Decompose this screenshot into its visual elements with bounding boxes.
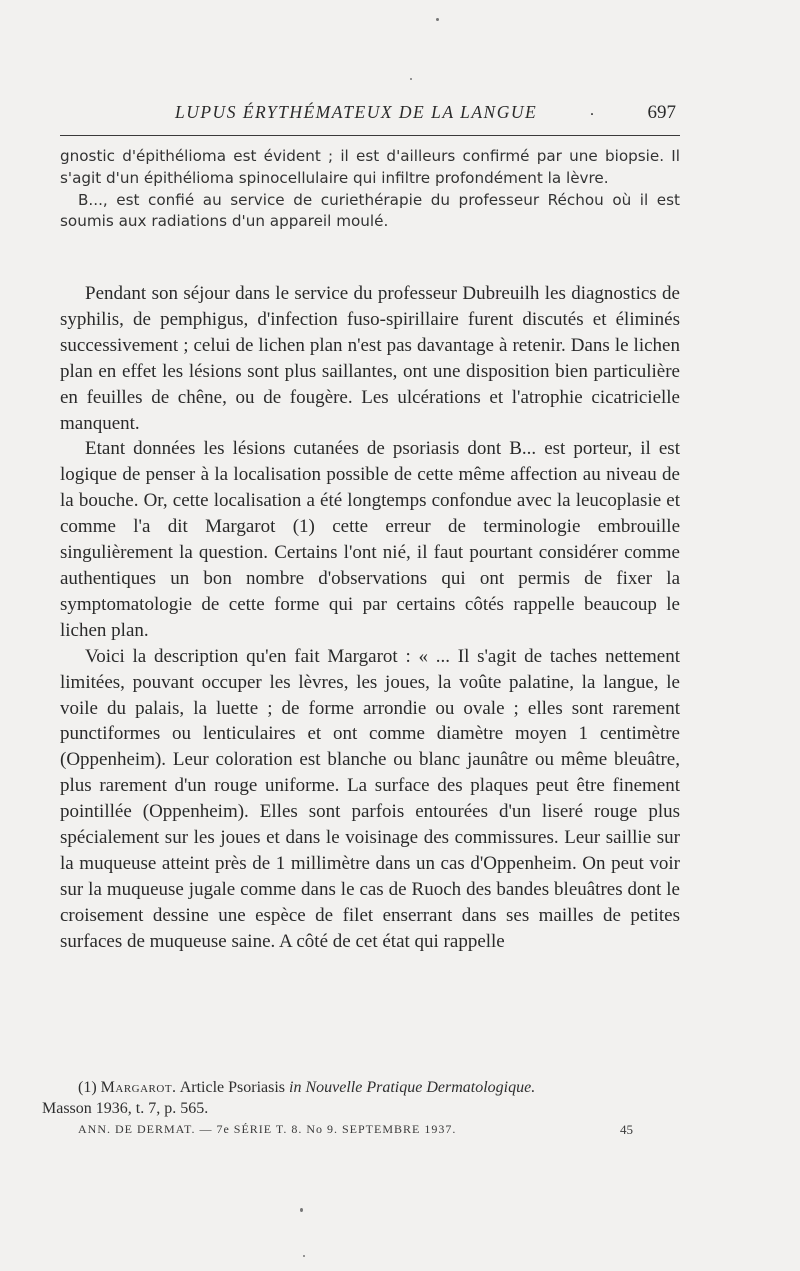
body-paragraph: Pendant son séjour dans le service du professeur Dubreuilh les diagnostics de syphilis, de pemphigus, d'infection fuso-spirillaire furent discutés et éliminés successivement ; celui de lichen plan n'est pas davantage à retenir. Dans le lichen plan en effet les lésions sont plus saillantes, ont une disposition bien particulière en feuilles de chêne, ou de fougère. Les ulcérations et l'atrophie cicatricielle manquent. (60, 283, 680, 434)
main-text (60, 281, 680, 955)
signature-mark: 45 (620, 1122, 633, 1137)
footnote-text-after: Masson 1936, t. 7, p. 565. (42, 1100, 209, 1117)
footnote-text-before: Article Psoriasis (179, 1079, 286, 1096)
body-paragraph: Etant données les lésions cutanées de psoriasis dont B... est porteur, il est logique de penser à la localisation possible de cette même affection au niveau de la bouche. Or, cette localisation a été longtemps confondue avec la leucoplasie et comme l'a dit Margarot (1) cette erreur de terminologie embrouille singulièrement la question. Certains l'ont nié, il faut pourtant considérer comme authentiques un bon nombre d'observations qui ont permis de fixer la symptomatologie de cette forme qui par certains côtés rappelle beaucoup le lichen plan. (60, 438, 680, 641)
footnote-marker: (1) (78, 1079, 97, 1096)
header-rule (60, 135, 680, 136)
intro-paragraph: B..., est confié au service de curiethérapie du professeur Réchou où il est soumis aux radiations d'un appareil moulé. (60, 190, 680, 231)
journal-footer: ANN. DE DERMAT. — 7e SÉRIE T. 8. No 9. SEPTEMBRE 1937. (78, 1122, 457, 1136)
page-number: 697 (647, 102, 676, 123)
header-separator: . (590, 102, 594, 119)
case-report-continuation (60, 146, 680, 233)
footnote (42, 1077, 680, 1119)
body-paragraph: Voici la description qu'en fait Margarot : « ... Il s'agit de taches nettement limitées, pouvant occuper les lèvres, les joues, la voûte palatine, la langue, le voile du palais, la luette ; de forme arrondie ou ovale ; elles sont rarement punctiformes ou lenticulaires et ont comme diamètre moyen 1 centimètre (Oppenheim). Leur coloration est blanche ou blanc jaunâtre ou même bleuâtre, plus rarement d'un rouge uniforme. La surface des plaques peut être finement pointillée (Oppenheim). Elles sont parfois entourées d'un liseré rouge plus spécialement sur les joues et dans le voisinage des commissures. Leur saillie sur la muqueuse atteint près de 1 millimètre dans un cas d'Oppenheim. On peut voir sur la muqueuse jugale comme dans le cas de Ruoch des bandes bleuâtres dont le croisement dessine une espèce de filet enserrant dans ses mailles de petites surfaces de muqueuse saine. A côté de cet état qui rappelle (60, 645, 680, 952)
footnote-text (42, 1077, 680, 1119)
footnote-author: Margarot. (100, 1079, 177, 1096)
paper-speck (300, 1208, 303, 1212)
paper-speck (410, 78, 412, 80)
paper-speck (436, 18, 439, 21)
footnote-journal: in Nouvelle Pratique Dermatologique. (289, 1079, 536, 1096)
paper-speck (303, 1255, 305, 1257)
intro-paragraph: gnostic d'épithélioma est évident ; il est d'ailleurs confirmé par une biopsie. Il s'agit d'un épithélioma spinocellulaire qui infiltre profondément la lèvre. (60, 147, 680, 187)
page-header (60, 98, 680, 128)
running-title: LUPUS ÉRYTHÉMATEUX DE LA LANGUE (175, 102, 538, 122)
